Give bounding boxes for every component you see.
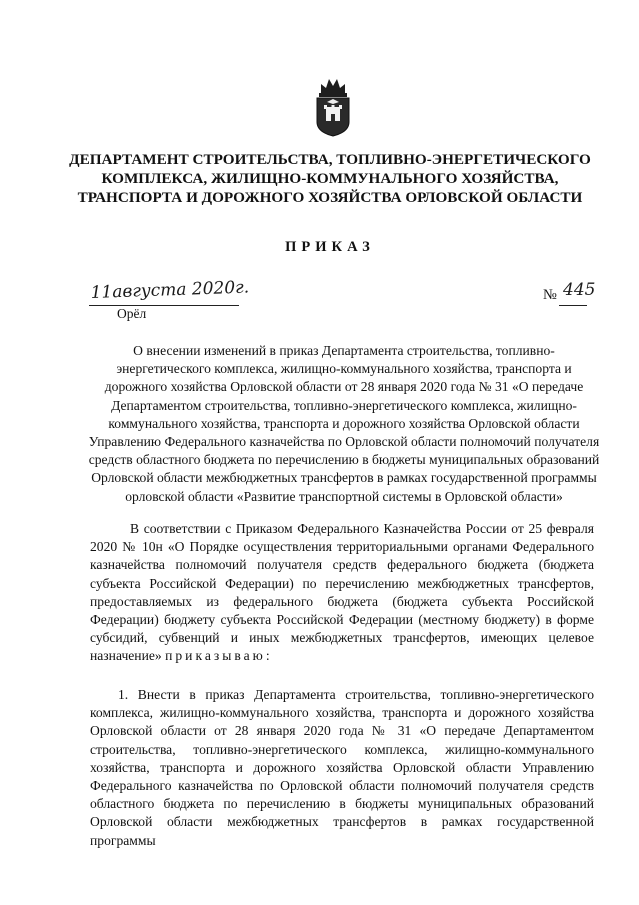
decree-word: приказываю:: [165, 648, 273, 664]
preamble-text: В соответствии с Приказом Федерального Казначейства России от 25 февраля 2020 № 10н «О Порядке осуществления территориальными органами Федерального казначейства полномочий получателя средств федерального бюджета (бюджета субъекта Российской Федерации) по перечислению межбюджетных трансфертов, предоставляемых из федерального бюджета (бюджета субъекта Российской Федерации) бюджету субъекта Российской Федерации (местному бюджету) в форме субсидий, субвенций и иных межбюджетных трансфертов, имеющих целевое назначение»: [90, 521, 594, 664]
organization-name: ДЕПАРТАМЕНТ СТРОИТЕЛЬСТВА, ТОПЛИВНО-ЭНЕРГЕТИЧЕСКОГО КОМПЛЕКСА, ЖИЛИЩНО-КОММУНАЛЬНОГО ХОЗЯЙСТВА, ТРАНСПОРТА И ДОРОЖНОГО ХОЗЯЙСТВА ОРЛОВСКОЙ ОБЛАСТИ: [69, 151, 591, 207]
city-name: Орёл: [117, 306, 147, 321]
date-underline: [89, 305, 239, 306]
oryol-oblast-coat-of-arms-icon: [312, 74, 354, 138]
document-type-title: ПРИКАЗ: [285, 239, 375, 255]
number-label: №: [543, 287, 557, 303]
handwritten-number: 445: [563, 280, 596, 300]
item-1-paragraph: 1. Внести в приказ Департамента строительства, топливно-энергетического комплекса, жилищно-коммунального хозяйства, транспорта и дорожного хозяйства Орловской области от 28 января 2020 года № 31 «О передаче Департаментом строительства, топливно-энергетического комплекса, жилищно-коммунального хозяйства, транспорта и дорожного хозяйства Орловской области Управлению Федерального казначейства по Орловской области полномочий получателя средств областного бюджета по перечислению в бюджеты муниципальных образований Орловской области межбюджетных трансфертов в рамках государственной программы: [90, 687, 594, 848]
number-underline: [559, 305, 587, 306]
preamble-paragraph: [90, 520, 594, 666]
handwritten-date: 11августа 2020г.: [90, 277, 250, 303]
document-subject: О внесении изменений в приказ Департамента строительства, топливно-энергетического комплекса, жилищно-коммунального хозяйства, транспорта и дорожного хозяйства Орловской области от 28 января 2020 года № 31 «О передаче Департаментом строительства, топливно-энергетического комплекса, жилищно-коммунального хозяйства, транспорта и дорожного хозяйства Орловской области Управлению Федерального казначейства по Орловской области полномочий получателя средств областного бюджета по перечислению в бюджеты муниципальных образований Орловской области межбюджетных трансфертов в рамках государственной программы орловской области «Развитие транспортной системы в Орловской области»: [88, 343, 600, 504]
